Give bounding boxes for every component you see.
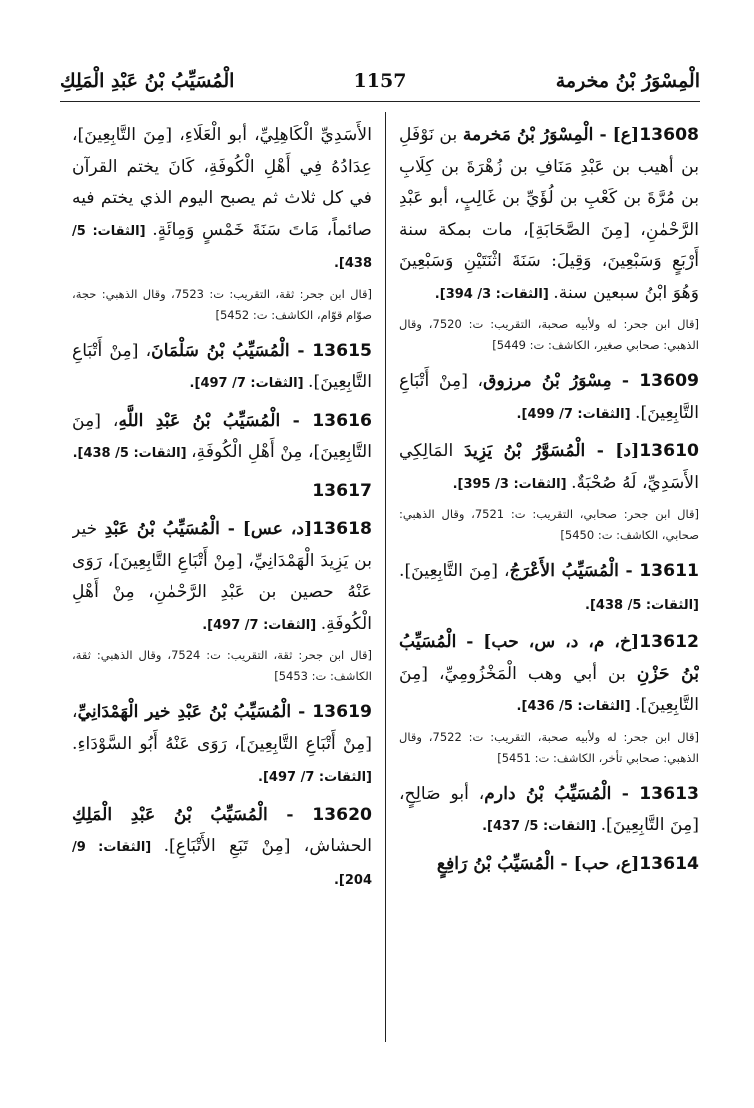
entry — [399, 627, 699, 723]
entry-body: بن نَوْفَلِ بن أهيب بن عَبْدِ مَنَافِ بن زُهْرَةَ بن كِلَابِ بن مُرَّةَ بن كَعْبِ بن لُؤَيِّ بن غَالِبٍ، أبو عَبْدِ الرَّحْمٰنِ، [مِنَ الصَّحَابَةِ]، مات بمكة سنة أَرْبَعٍ وَسَبْعِينَ، وَقِيلَ: سَنَةَ اثْنَتَيْنِ وَسَبْعِينَ وَهُوَ ابْنُ سبعين سنة. — [399, 125, 699, 303]
entry-name: مِسْوَرُ بْنُ مرزوق — [483, 371, 612, 391]
entry-note: [قال ابن جحر: ثقة، التقريب: ت: 7524، وقال الذهبي: ثقة، الكاشف: ت: 5453] — [72, 648, 372, 683]
entry — [399, 779, 699, 843]
entry-name: الْمُسَيِّبُ بْنُ عَبْدِ الْمَلِكِ — [72, 804, 268, 825]
entry-tag: - — [611, 783, 640, 804]
page-number: 1157 — [353, 70, 407, 92]
entry-source: [الثقات: 5/ 438]. — [585, 597, 699, 613]
entry-tag: - — [618, 561, 640, 581]
entry-number: 13614 — [639, 853, 699, 874]
entry-note: [قال ابن جحر: صحابي، التقريب: ت: 7521، وقال الذهبي: صحابي، الكاشف: ت: 5450] — [399, 507, 699, 542]
entry-name: الْمُسَيِّبُ بْنُ سَلْمَانَ — [151, 340, 290, 361]
entry-name: الْمِسْوَرُ بْنُ مَخرمة — [462, 125, 594, 145]
entry-body: ، [مِنَ التَّابِعِينَ]. — [399, 561, 510, 581]
entry — [72, 514, 372, 641]
entry-tag: - — [291, 702, 313, 722]
entry-tag: - — [289, 340, 313, 361]
entry-number: 13617 — [312, 480, 372, 501]
running-title-right: الْمِسْوَرُ بْنُ مخرمة — [555, 70, 700, 92]
entry — [72, 697, 372, 794]
entry-tag: [ع، حب] - — [554, 853, 640, 874]
entry — [399, 436, 699, 500]
entry — [72, 406, 372, 470]
right-column — [399, 120, 699, 1040]
entry-tag: - — [267, 804, 313, 825]
entry-body: خير بن يَزِيدَ الْهَمْدَانِيِّ، [مِنْ أَتْبَاعِ التَّابِعِينَ]، رَوَى عَنْهُ حصين بن عَبْدِ الرَّحْمٰنِ، مِنْ أَهْلِ الْكُوفَةِ. — [72, 519, 372, 634]
entry — [399, 120, 699, 310]
entry-number: 13613 — [639, 783, 699, 804]
entry-number: 13619 — [312, 702, 372, 722]
entry-number: 13616 — [312, 410, 372, 431]
entry — [399, 849, 699, 882]
page-header — [60, 70, 700, 100]
entry-name: الْمُسَيِّبُ بْنُ عَبْدِ خير الْهَمْدَانِيِّ — [77, 702, 292, 722]
entry-number: 13618 — [312, 519, 372, 539]
entry-body: ، [مِنَ التَّابِعِينَ]، مِنْ أَهْلِ الْكُوفَةِ، — [72, 410, 372, 462]
column-divider — [385, 112, 386, 1042]
entry-source: [الثقات: 5/ 437]. — [482, 819, 601, 834]
entry — [72, 120, 372, 280]
entry-body: ، [مِنْ أَتْبَاعِ التَّابِعِينَ]، رَوَى عَنْهُ أَبُو السَّوْدَاءِ. — [72, 702, 372, 754]
entry-source: [الثقات: 7/ 497]. — [202, 617, 321, 633]
entry-number: 13620 — [312, 804, 372, 825]
entry-source: [الثقات: 7/ 497]. — [189, 376, 309, 391]
entry-number: 13609 — [639, 371, 699, 391]
entry-note: [قال ابن جحر: له ولأبيه صحبة، التقريب: ت: 7520، وقال الذهبي: صحابي صغير، الكاشف: ت: 5449] — [399, 317, 699, 352]
entry-note: [قال ابن جحر: له ولأبيه صحبة، التقريب: ت: 7522، وقال الذهبي: صحابي تأخر، الكاشف: ت: 5451] — [399, 729, 699, 765]
entry-body: ، أبو صَالِحٍ، [مِنَ التَّابِعِينَ]. — [399, 783, 699, 835]
entry — [399, 366, 699, 430]
entry-note: [قال ابن جحر: ثقة، التقريب: ت: 7523، وقال الذهبي: حجة، صوّام قوّام، الكاشف: ت: 5452] — [72, 286, 372, 322]
entry — [72, 800, 372, 897]
entry-body: الأَسَدِيِّ الْكَاهِلِيِّ، أبو الْعَلَاءِ، [مِنَ التَّابِعِينَ]، عِدَادُهُ فِي أَهْلِ الْكُوفَةِ، كَانَ يختم القرآن في كل ثلاث ثم يصبح اليوم الذي يختم فيه صائماً، مَاتَ سَنَةَ خَمْسٍ وَمِائَةٍ. — [72, 125, 372, 240]
entry-body: ، [مِنْ أَتْبَاعِ التَّابِعِينَ]. — [72, 340, 372, 392]
header-rule — [60, 101, 700, 102]
entry-body: المَالِكِي الأَسَدِيِّ، لَهُ صُحْبَةٌ. — [399, 441, 699, 493]
entry-name: الْمُسَيِّبُ بْنُ عَبْدِ — [104, 519, 220, 539]
entry-number: 13615 — [312, 340, 372, 361]
entry-tag: - — [280, 410, 313, 431]
entry-number: 13612 — [639, 632, 699, 652]
entry-source: [الثقات: 9/ 204]. — [72, 840, 372, 888]
entry-source: [الثقات: 5/ 438]. — [72, 223, 372, 271]
entry-tag: [د، عس] - — [219, 519, 313, 539]
entry-number: 13610 — [639, 441, 699, 461]
entry-body: ، [مِنْ أَتْبَاعِ التَّابِعِينَ]. — [399, 371, 699, 423]
entry-name: الْمُسَيِّبُ بْنُ حَزْنِ — [399, 632, 699, 684]
entry-tag: [خ، م، د، س، حب] - — [456, 632, 640, 652]
entry-source: [الثقات: 5/ 438]. — [72, 446, 192, 461]
entry-tag: [د] - — [585, 441, 640, 461]
entry-body: بن أبي وهب الْمَخْزُومِيِّ، [مِنَ التَّابِعِينَ]. — [399, 663, 699, 715]
entry-name: الْمُسَوَّرُ بْنُ يَزِيدَ — [464, 441, 586, 461]
entry-name: الْمُسَيِّبُ بْنُ رَافِعٍ — [436, 853, 555, 874]
entry-source: [الثقات: 5/ 436]. — [516, 699, 636, 714]
running-title-left: الْمُسَيِّبُ بْنُ عَبْدِ الْمَلِكِ — [60, 70, 235, 92]
entry-tag: - — [611, 371, 640, 391]
entry-body: الحشاش، [مِنْ تَبَعِ الأَتْبَاعِ]. — [163, 836, 372, 856]
entry — [72, 336, 372, 400]
entry-source: [الثقات: 3/ 395]. — [452, 476, 572, 492]
entry-name: الْمُسَيِّبُ الأَعْرَجُ — [509, 561, 619, 581]
entry — [399, 556, 699, 621]
entry-source: [الثقات: 7/ 497]. — [258, 770, 372, 785]
entry-name: الْمُسَيِّبُ بْنُ عَبْدِ اللَّهِ — [118, 410, 281, 431]
entry-source: [الثقات: 3/ 394]. — [434, 286, 554, 302]
entry-name: الْمُسَيِّبُ بْنُ دارم — [484, 783, 612, 804]
entry — [72, 476, 372, 509]
entry-number: 13608 — [639, 125, 699, 145]
entry-tag: [ع] - — [593, 125, 640, 145]
entry-number: 13611 — [639, 561, 699, 581]
entry-source: [الثقات: 7/ 499]. — [516, 406, 636, 422]
left-column — [72, 120, 372, 1040]
